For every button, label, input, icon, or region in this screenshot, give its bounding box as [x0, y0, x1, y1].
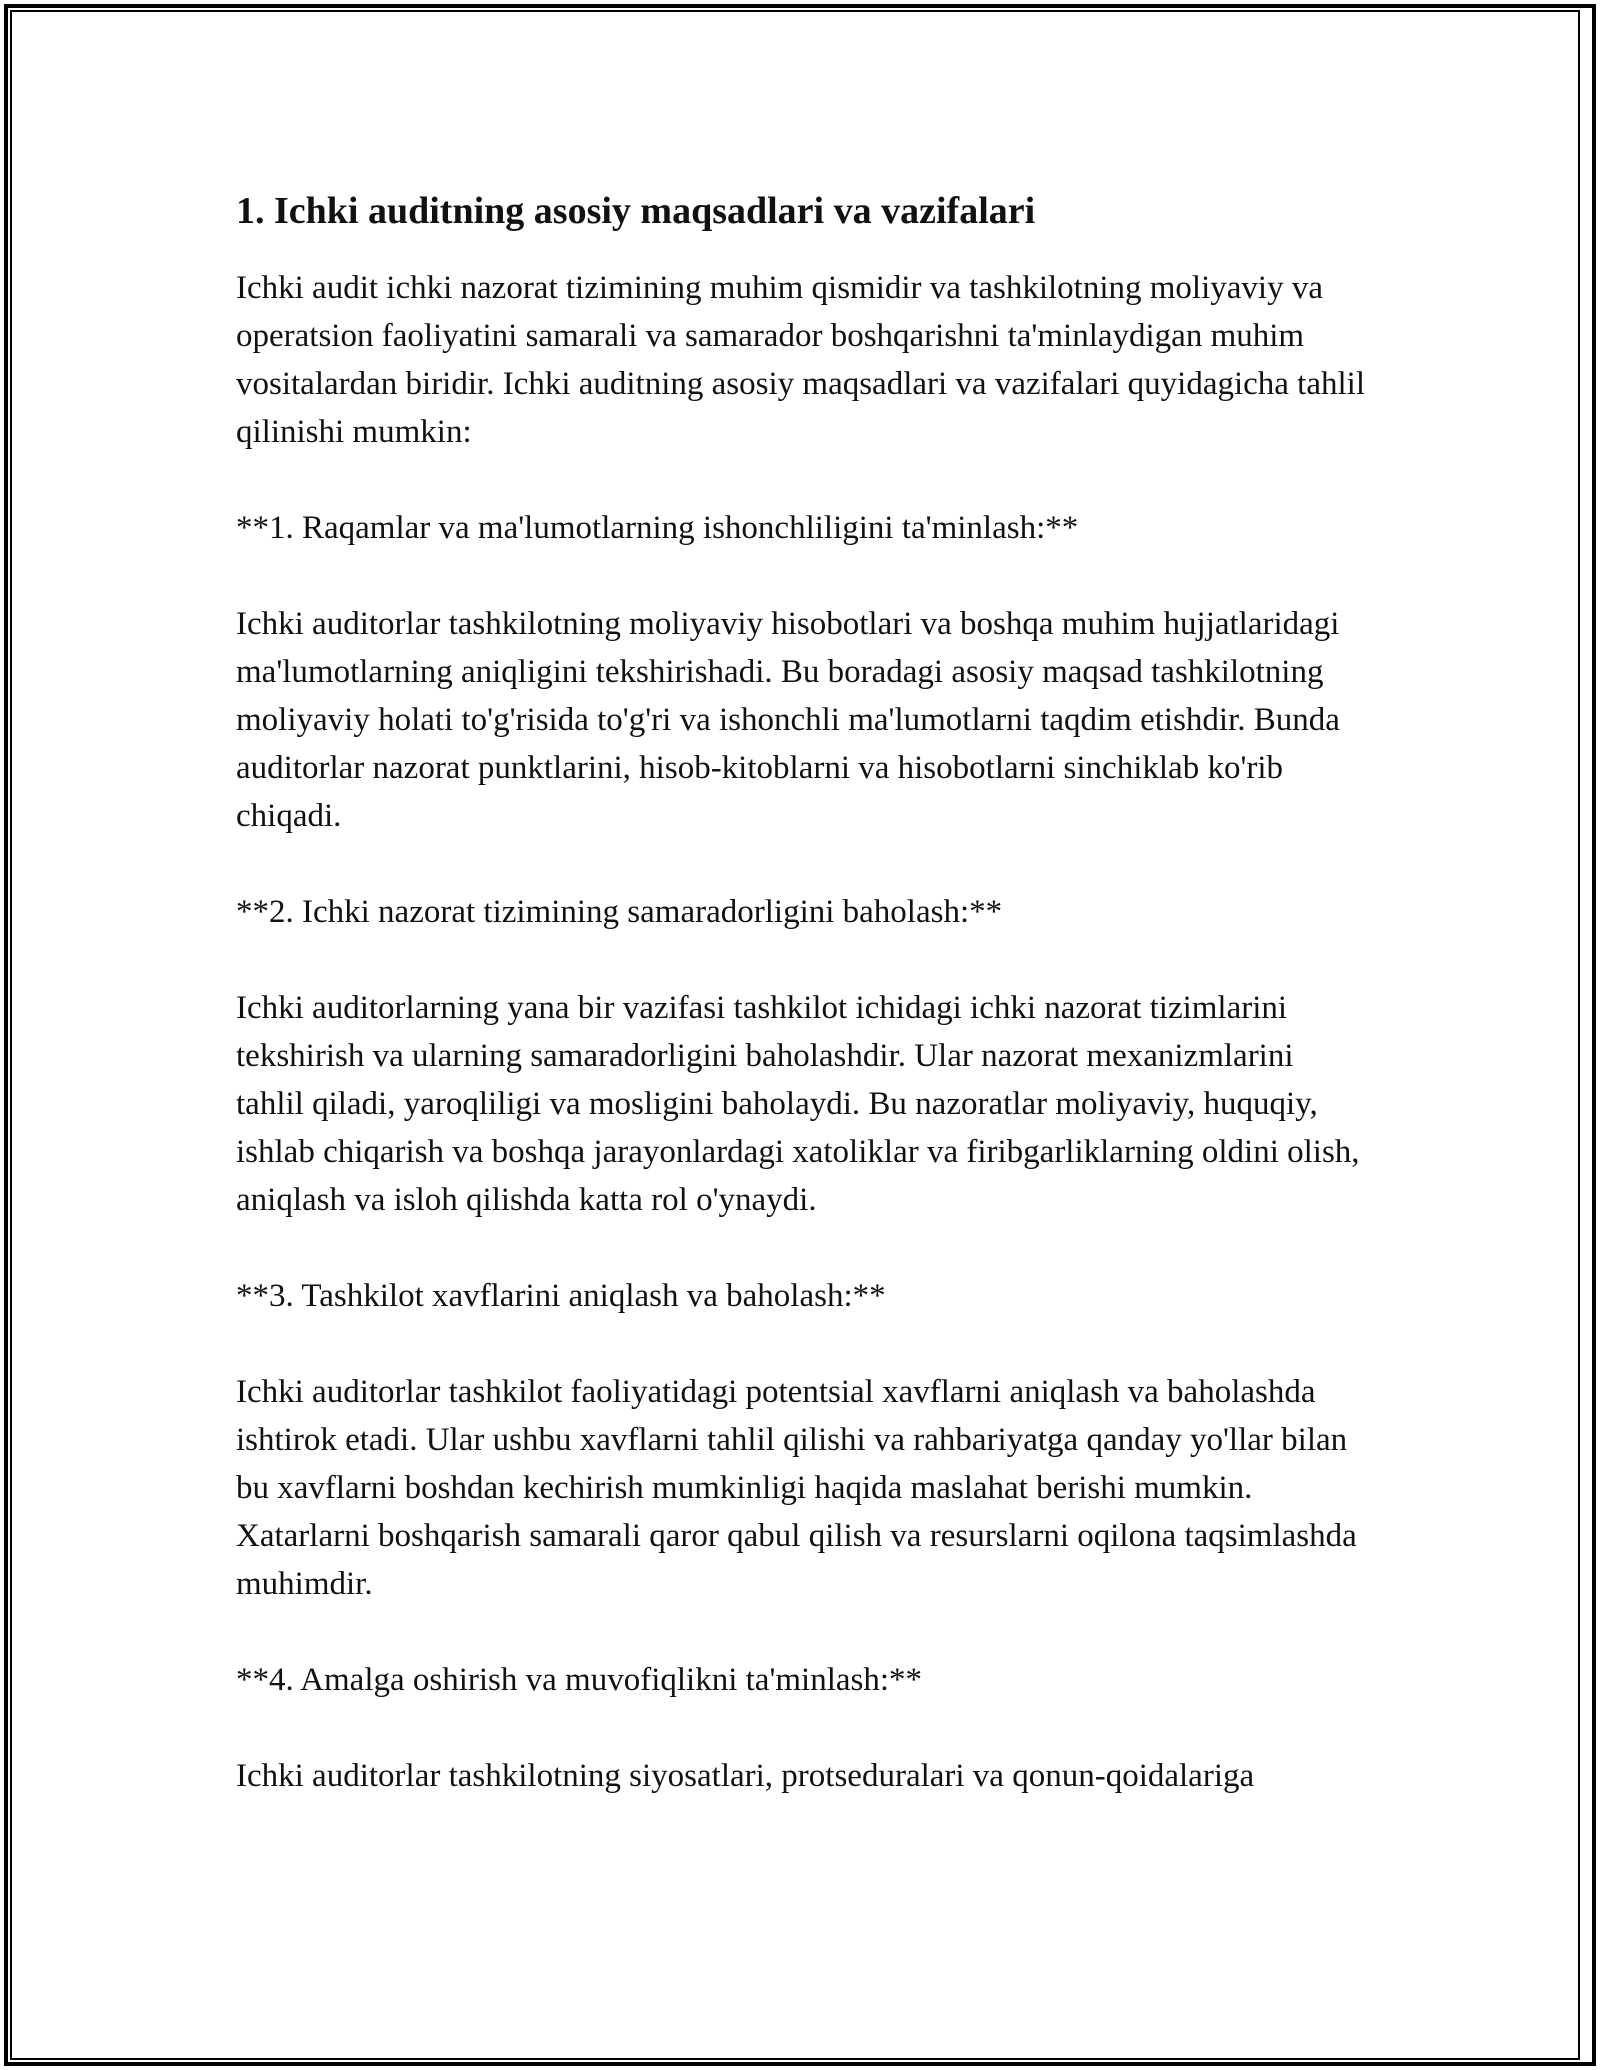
paragraph-1: Ichki auditorlar tashkilotning moliyaviy hisobotlari va boshqa muhim hujjatlaridagi ma'lumotlarning aniqligini tekshirishadi. Bu boradagi asosiy maqsad tashkilotning moliyaviy holati to'g'risida to'g'ri va ishonchli ma'lumotlarni taqdim etishdir. Bunda auditorlar nazorat punktlarini, hisob-kitoblarni va hisobotlarni sinchiklab ko'rib chiqadi.: [236, 605, 1340, 834]
paragraph-4: Ichki auditorlar tashkilotning siyosatlari, protseduralari va qonun-qoidalariga: [236, 1757, 1255, 1794]
section-heading: 1. Ichki auditning asosiy maqsadlari va vazifalari: [236, 190, 1036, 232]
subheading-2: **2. Ichki nazorat tizimining samaradorligini baholash:**: [236, 893, 1003, 930]
paragraph-2: Ichki auditorlarning yana bir vazifasi tashkilot ichidagi ichki nazorat tizimlarini tekshirish va ularning samaradorligini baholashdir. Ular nazorat mexanizmlarini tahlil qiladi, yaroqliligi va mosligini baholaydi. Bu nazoratlar moliyaviy, huquqiy, ishlab chiqarish va boshqa jarayonlardagi xatoliklar va firibgarliklarning oldini olish, aniqlash va isloh qilishda katta rol o'ynaydi.: [236, 989, 1360, 1218]
paragraph-3: Ichki auditorlar tashkilot faoliyatidagi potentsial xavflarni aniqlash va baholashda ishtirok etadi. Ular ushbu xavflarni tahlil qilishi va rahbariyatga qanday yo'llar bilan bu xavflarni boshdan kechirish mumkinligi haqida maslahat berishi mumkin. Xatarlarni boshqarish samarali qaror qabul qilish va resurslarni oqilona taqsimlashda muhimdir.: [236, 1373, 1357, 1602]
subheading-3: **3. Tashkilot xavflarini aniqlash va baholash:**: [236, 1277, 886, 1314]
subheading-4: **4. Amalga oshirish va muvofiqlikni ta'minlash:**: [236, 1661, 923, 1698]
subheading-1: **1. Raqamlar va ma'lumotlarning ishonchliligini ta'minlash:**: [236, 509, 1079, 546]
intro-paragraph: Ichki audit ichki nazorat tizimining muhim qismidir va tashkilotning moliyaviy va operatsion faoliyatini samarali va samarador boshqarishni ta'minlaydigan muhim vositalardan biridir. Ichki auditning asosiy maqsadlari va vazifalari quyidagicha tahlil qilinishi mumkin:: [236, 269, 1365, 450]
document-page: [236, 188, 1368, 1848]
